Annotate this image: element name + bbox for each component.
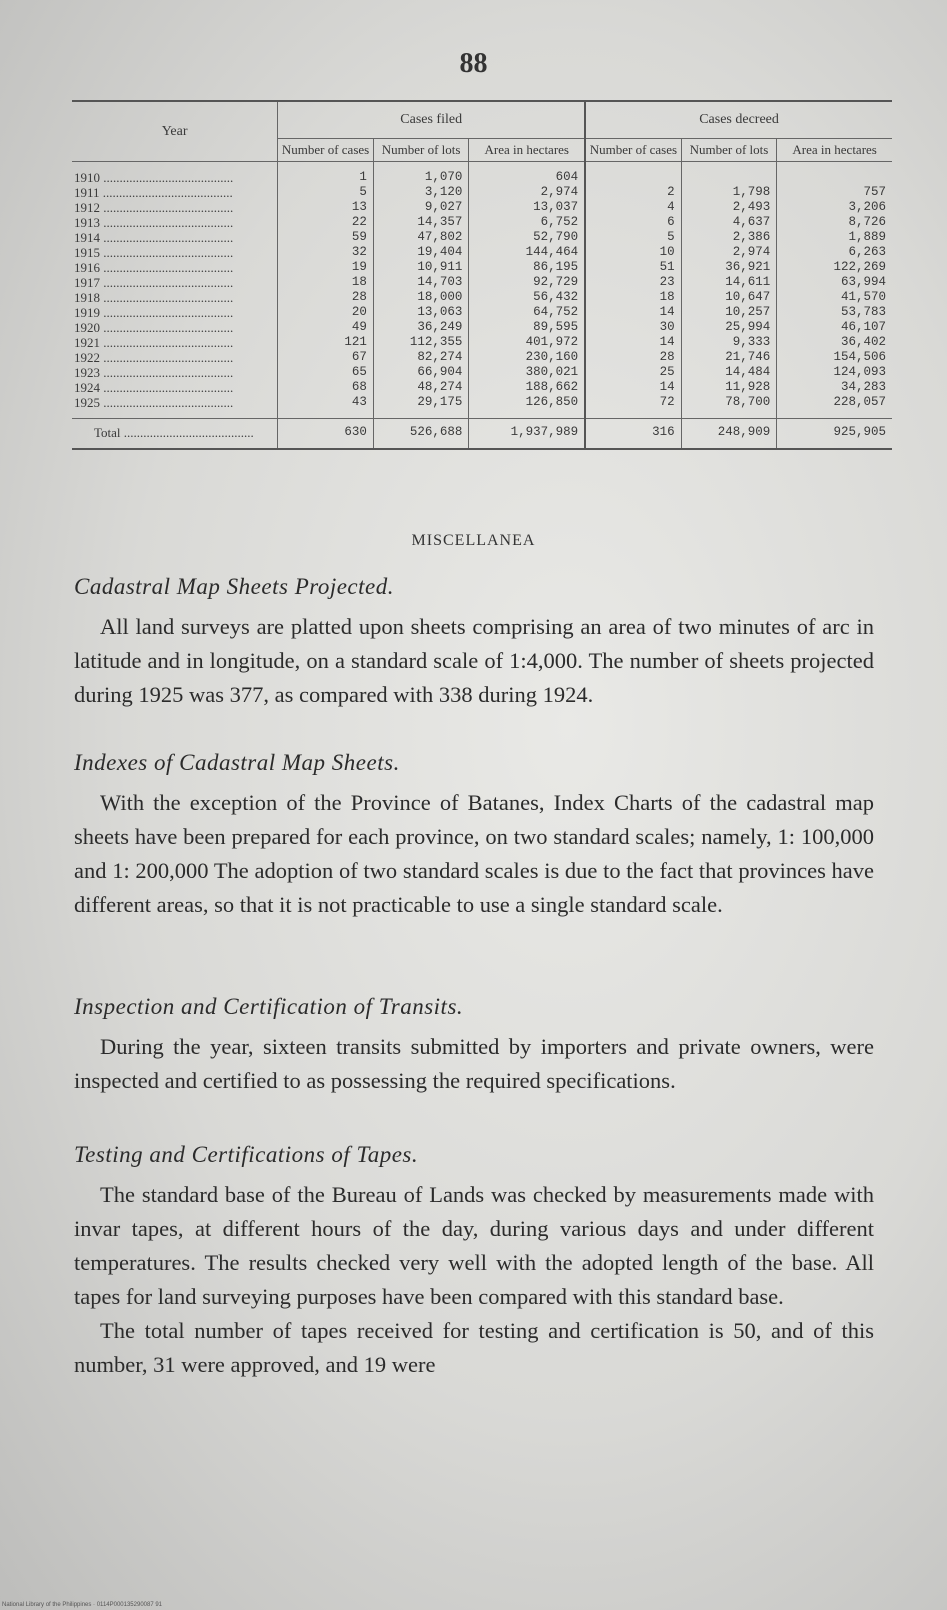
year-cell: 1925 ........................................ xyxy=(74,395,234,410)
table-cell: 4 xyxy=(585,200,681,215)
table-cell: 68 xyxy=(278,380,374,395)
section-paragraph: The standard base of the Bureau of Lands was checked by measurements made with invar tapes, at different hours of the day, during various days and under different temperatures. The results checked very well with the adopted length of the base. All tapes for land surveying purposes have been compared with this standard base. xyxy=(74,1182,874,1309)
table-cell: 59 xyxy=(278,230,374,245)
table-cell: 188,662 xyxy=(469,380,585,395)
table-cell: 9,027 xyxy=(373,200,469,215)
table-cell: 21,746 xyxy=(681,350,777,365)
section-paragraph: The total number of tapes received for testing and certification is 50, and of this number, 31 were approved, and 19 were xyxy=(74,1318,874,1377)
table-row xyxy=(72,290,892,305)
table-cell: 53,783 xyxy=(777,305,892,320)
decreed-area-header: Area in hectares xyxy=(777,139,892,162)
table-row xyxy=(72,350,892,365)
table-cell: 46,107 xyxy=(777,320,892,335)
table-cell: 14,484 xyxy=(681,365,777,380)
section-paragraph: During the year, sixteen transits submitted by importers and private owners, were inspected and certified to as possessing the required specifications. xyxy=(74,1034,874,1093)
total-decreed-area: 925,905 xyxy=(777,419,892,450)
table-cell: 66,904 xyxy=(373,365,469,380)
table-cell: 49 xyxy=(278,320,374,335)
table-cell: 65 xyxy=(278,365,374,380)
year-cell: 1914 ........................................ xyxy=(74,230,234,245)
table-cell: 18,000 xyxy=(373,290,469,305)
table-cell: 36,402 xyxy=(777,335,892,350)
cases-decreed-header: Cases decreed xyxy=(585,101,892,139)
table-cell: 3,120 xyxy=(373,185,469,200)
table-cell: 6,263 xyxy=(777,245,892,260)
table-row xyxy=(72,245,892,260)
total-row xyxy=(72,419,892,450)
table-cell: 30 xyxy=(585,320,681,335)
table-cell: 89,595 xyxy=(469,320,585,335)
year-cell: 1915 ........................................ xyxy=(74,245,234,260)
table-cell: 82,274 xyxy=(373,350,469,365)
table-cell: 14 xyxy=(585,305,681,320)
section-transits xyxy=(74,990,874,1098)
section-title: MISCELLANEA xyxy=(411,532,536,549)
table-cell: 2,386 xyxy=(681,230,777,245)
table-cell: 19 xyxy=(278,260,374,275)
table-cell: 14,703 xyxy=(373,275,469,290)
table-cell: 2 xyxy=(585,185,681,200)
table-cell: 10,257 xyxy=(681,305,777,320)
table-cell: 230,160 xyxy=(469,350,585,365)
table-cell: 48,274 xyxy=(373,380,469,395)
table-cell: 2,974 xyxy=(469,185,585,200)
table-row xyxy=(72,395,892,419)
section-map-sheets xyxy=(74,570,874,712)
table-cell: 154,506 xyxy=(777,350,892,365)
total-filed-cases: 630 xyxy=(278,419,374,450)
year-cell: 1917 ........................................ xyxy=(74,275,234,290)
table-cell: 25,994 xyxy=(681,320,777,335)
table-cell: 14 xyxy=(585,335,681,350)
table-cell: 78,700 xyxy=(681,395,777,419)
table-cell: 47,802 xyxy=(373,230,469,245)
table-cell: 757 xyxy=(777,185,892,200)
year-cell: 1918 ........................................ xyxy=(74,290,234,305)
cases-filed-header: Cases filed xyxy=(278,101,585,139)
table-cell: 121 xyxy=(278,335,374,350)
total-decreed-lots: 248,909 xyxy=(681,419,777,450)
table-cell: 92,729 xyxy=(469,275,585,290)
table-cell xyxy=(777,162,892,186)
year-cell: 1916 ........................................ xyxy=(74,260,234,275)
table-cell: 11,928 xyxy=(681,380,777,395)
table-row xyxy=(72,162,892,186)
section-tapes xyxy=(74,1138,874,1382)
table-cell: 112,355 xyxy=(373,335,469,350)
year-cell: 1911 ........................................ xyxy=(74,185,233,200)
table-cell: 8,726 xyxy=(777,215,892,230)
table-cell: 36,921 xyxy=(681,260,777,275)
table-cell: 2,493 xyxy=(681,200,777,215)
table-row xyxy=(72,275,892,290)
table-cell: 18 xyxy=(278,275,374,290)
table-cell xyxy=(585,162,681,186)
section-heading: Testing and Certifications of Tapes. xyxy=(74,1142,419,1167)
table-cell: 28 xyxy=(278,290,374,305)
table-cell: 32 xyxy=(278,245,374,260)
table-cell: 3,206 xyxy=(777,200,892,215)
table-cell: 14 xyxy=(585,380,681,395)
table-cell: 72 xyxy=(585,395,681,419)
filed-area-header: Area in hectares xyxy=(469,139,585,162)
table-cell: 67 xyxy=(278,350,374,365)
year-cell: 1924 ........................................ xyxy=(74,380,234,395)
total-filed-area: 1,937,989 xyxy=(469,419,585,450)
table-cell: 20 xyxy=(278,305,374,320)
table-cell: 122,269 xyxy=(777,260,892,275)
table-cell: 10 xyxy=(585,245,681,260)
table-cell: 1 xyxy=(278,162,374,186)
table-cell: 28 xyxy=(585,350,681,365)
table-cell: 380,021 xyxy=(469,365,585,380)
table-row xyxy=(72,335,892,350)
table-row xyxy=(72,305,892,320)
table-cell: 5 xyxy=(585,230,681,245)
section-heading: Inspection and Certification of Transits. xyxy=(74,994,464,1019)
filed-cases-header: Number of cases xyxy=(278,139,374,162)
table-cell: 13,063 xyxy=(373,305,469,320)
table-cell: 5 xyxy=(278,185,374,200)
table-body xyxy=(72,162,892,419)
table-row xyxy=(72,260,892,275)
cases-table xyxy=(72,100,892,450)
table-cell: 1,889 xyxy=(777,230,892,245)
table-cell: 19,404 xyxy=(373,245,469,260)
table-cell: 63,994 xyxy=(777,275,892,290)
table-row xyxy=(72,185,892,200)
year-cell: 1913 ........................................ xyxy=(74,215,234,230)
table-cell: 144,464 xyxy=(469,245,585,260)
table-row xyxy=(72,365,892,380)
filed-lots-header: Number of lots xyxy=(373,139,469,162)
table-cell: 2,974 xyxy=(681,245,777,260)
table-cell: 29,175 xyxy=(373,395,469,419)
table-cell: 6,752 xyxy=(469,215,585,230)
year-cell: 1921 ........................................ xyxy=(74,335,234,350)
table-cell: 4,637 xyxy=(681,215,777,230)
section-indexes xyxy=(74,746,874,922)
total-decreed-cases: 316 xyxy=(585,419,681,450)
table-cell: 25 xyxy=(585,365,681,380)
table-row xyxy=(72,380,892,395)
table-cell: 10,647 xyxy=(681,290,777,305)
table-cell: 126,850 xyxy=(469,395,585,419)
year-cell: 1910 ........................................ xyxy=(74,170,234,185)
year-header: Year xyxy=(72,101,278,162)
table-cell: 36,249 xyxy=(373,320,469,335)
table-cell: 228,057 xyxy=(777,395,892,419)
decreed-cases-header: Number of cases xyxy=(585,139,681,162)
table-row xyxy=(72,215,892,230)
year-cell: 1919 ........................................ xyxy=(74,305,234,320)
table-cell: 56,432 xyxy=(469,290,585,305)
table-cell: 34,283 xyxy=(777,380,892,395)
table-cell: 13,037 xyxy=(469,200,585,215)
total-filed-lots: 526,688 xyxy=(373,419,469,450)
table-row xyxy=(72,320,892,335)
year-cell: 1922 ........................................ xyxy=(74,350,234,365)
table-cell: 10,911 xyxy=(373,260,469,275)
table-cell: 51 xyxy=(585,260,681,275)
table-cell: 86,195 xyxy=(469,260,585,275)
table-cell: 124,093 xyxy=(777,365,892,380)
page-number: 88 xyxy=(459,48,488,79)
section-paragraph: With the exception of the Province of Batanes, Index Charts of the cadastral map sheets have been prepared for each province, on two standard scales; namely, 1: 100,000 and 1: 200,000 The adoption of two standard scales is due to the fact that provinces have different areas, so that it is not practicable to use a single standard scale. xyxy=(74,790,874,917)
table-cell: 23 xyxy=(585,275,681,290)
table-row xyxy=(72,230,892,245)
table-cell: 14,611 xyxy=(681,275,777,290)
footer-note: National Library of the Philippines · 0114P000135290087 91 xyxy=(2,1602,163,1608)
table-cell: 9,333 xyxy=(681,335,777,350)
table-cell: 1,070 xyxy=(373,162,469,186)
table-row xyxy=(72,200,892,215)
table-cell: 6 xyxy=(585,215,681,230)
decreed-lots-header: Number of lots xyxy=(681,139,777,162)
table-cell: 401,972 xyxy=(469,335,585,350)
table-cell: 43 xyxy=(278,395,374,419)
table-cell: 1,798 xyxy=(681,185,777,200)
table-cell: 41,570 xyxy=(777,290,892,305)
table-cell: 22 xyxy=(278,215,374,230)
table-cell: 64,752 xyxy=(469,305,585,320)
section-heading: Indexes of Cadastral Map Sheets. xyxy=(74,750,400,775)
table-cell: 52,790 xyxy=(469,230,585,245)
year-cell: 1920 ........................................ xyxy=(74,320,234,335)
total-label: Total ........................................ xyxy=(72,419,278,450)
table-cell: 18 xyxy=(585,290,681,305)
table-cell: 604 xyxy=(469,162,585,186)
section-heading: Cadastral Map Sheets Projected. xyxy=(74,574,394,599)
table-cell xyxy=(681,162,777,186)
section-paragraph: All land surveys are platted upon sheets comprising an area of two minutes of arc in latitude and in longitude, on a standard scale of 1:4,000. The number of sheets projected during 1925 was 377, as compared with 338 during 1924. xyxy=(74,614,874,707)
year-cell: 1912 ........................................ xyxy=(74,200,234,215)
table-cell: 13 xyxy=(278,200,374,215)
table-cell: 14,357 xyxy=(373,215,469,230)
year-cell: 1923 ........................................ xyxy=(74,365,234,380)
